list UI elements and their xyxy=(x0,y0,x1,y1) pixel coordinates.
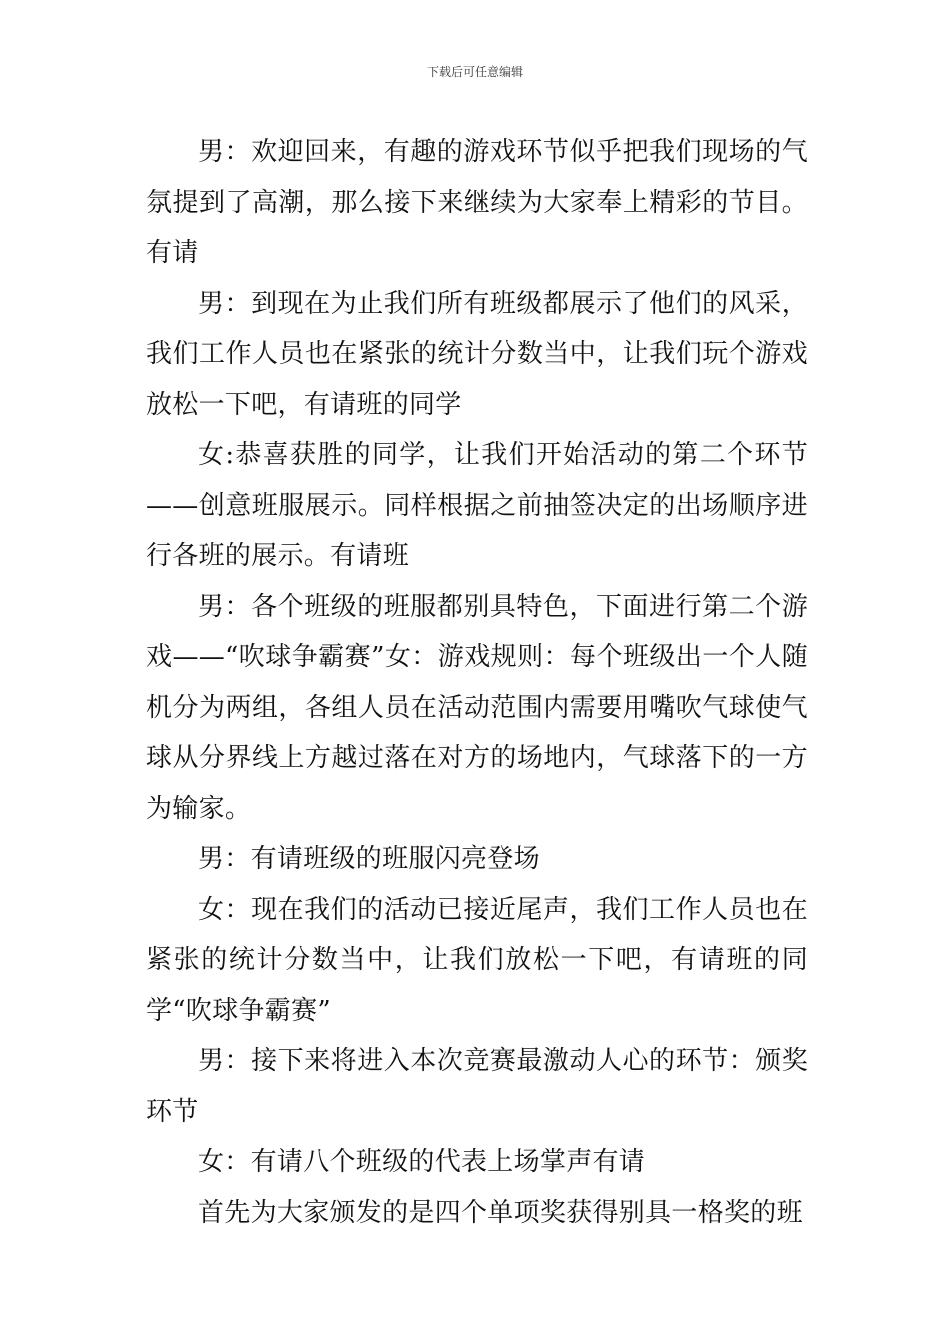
paragraph-3: 女:恭喜获胜的同学，让我们开始活动的第二个环节——创意班服展示。同样根据之前抽签决定的出场顺序进行各班的展示。有请班 xyxy=(146,440,808,571)
paragraph-5: 男：有请班级的班服闪亮登场 xyxy=(198,844,540,874)
paragraph-7: 男：接下来将进入本次竞赛最激动人心的环节：颁奖环节 xyxy=(146,1046,808,1127)
paragraph-8: 女：有请八个班级的代表上场掌声有请 xyxy=(198,1147,646,1177)
paragraph-2: 男：到现在为止我们所有班级都展示了他们的风采，我们工作人员也在紧张的统计分数当中，让我们玩个游戏放松一下吧，有请班的同学 xyxy=(146,288,808,420)
paragraph-1: 男：欢迎回来，有趣的游戏环节似乎把我们现场的气氛提到了高潮，那么接下来继续为大家奉上精彩的节目。有请 xyxy=(146,137,808,268)
paragraph-6: 女：现在我们的活动已接近尾声，我们工作人员也在紧张的统计分数当中，让我们放松一下吧，有请班的同学“吹球争霸赛” xyxy=(146,894,808,1026)
page-header-note: 下载后可任意编辑 xyxy=(426,65,523,79)
paragraph-4: 男：各个班级的班服都别具特色，下面进行第二个游戏——“吹球争霸赛”女：游戏规则：每个班级出一个人随机分为两组，各组人员在活动范围内需要用嘴吹气球使气球从分界线上方越过落在对方的场地内，气球落下的一方为输家。 xyxy=(146,591,808,824)
document-body xyxy=(146,127,808,1238)
paragraph-9: 首先为大家颁发的是四个单项奖获得别具一格奖的班 xyxy=(198,1197,803,1228)
